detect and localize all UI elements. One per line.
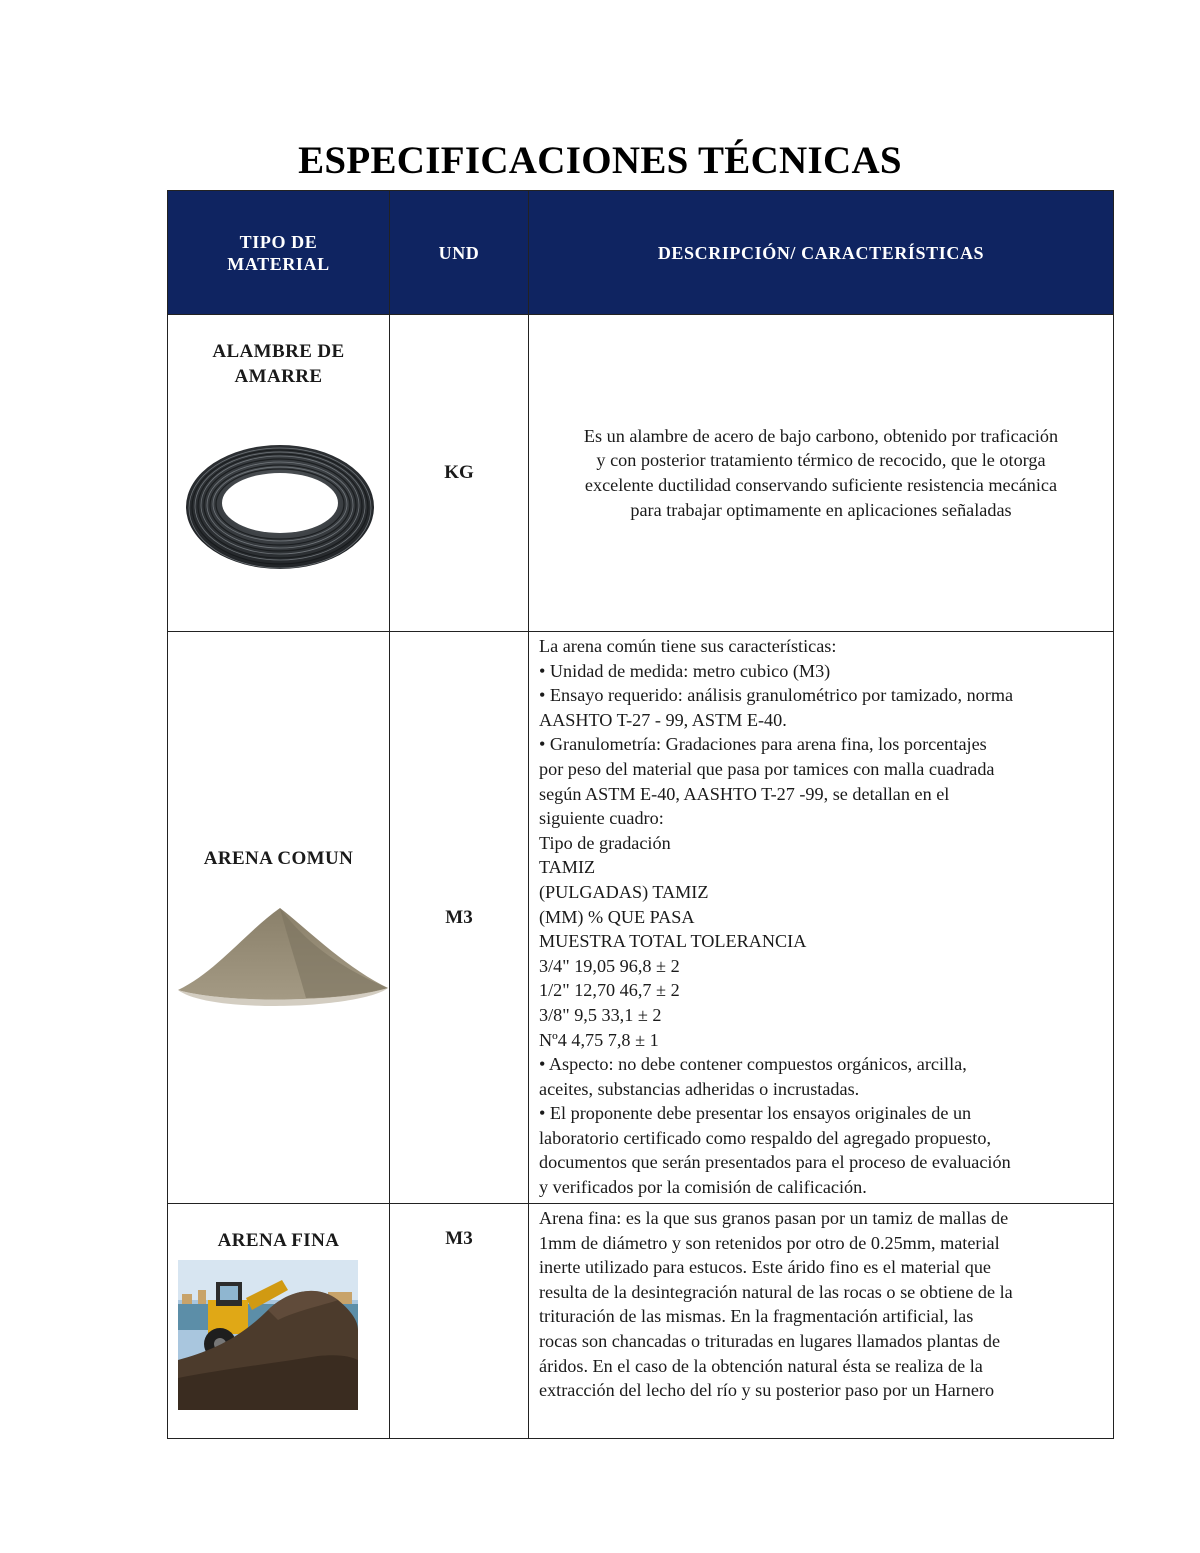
unit-cell: M3 — [390, 1204, 529, 1439]
header-description: DESCRIPCIÓN/ CARACTERÍSTICAS — [529, 191, 1114, 315]
description-line: extracción del lecho del río y su posterior paso por un Harnero — [539, 1380, 995, 1401]
description-cell — [529, 632, 1114, 1204]
unit-cell: KG — [390, 315, 529, 632]
description-line: • Ensayo requerido: análisis granulométrico por tamizado, norma — [539, 685, 1014, 706]
description-line: y con posterior tratamiento térmico de recocido, que le otorga — [596, 450, 1046, 471]
description-line: • Aspecto: no debe contener compuestos orgánicos, arcilla, — [539, 1054, 967, 1075]
table-header-row — [168, 191, 1114, 315]
material-name: ARENA FINA — [217, 1230, 340, 1251]
header-unit: UND — [390, 191, 529, 315]
description-line: (MM) % QUE PASA — [539, 906, 695, 927]
description-line: TAMIZ — [539, 857, 596, 878]
description-cell — [529, 315, 1114, 632]
description-line: 3/4" 19,05 96,8 ± 2 — [539, 955, 680, 976]
description-line: aceites, substancias adheridas o incrustadas. — [539, 1078, 860, 1099]
material-name: ARENA COMUN — [203, 848, 354, 869]
table-row — [168, 632, 1114, 1204]
material-cell — [168, 315, 390, 632]
loader-sand-image — [178, 1260, 358, 1410]
description-line: áridos. En el caso de la obtención natural ésta se realiza de la — [539, 1355, 983, 1376]
wire-coil-image — [184, 439, 376, 581]
description-line: resulta de la desintegración natural de las rocas o se obtiene de la — [539, 1281, 1013, 1302]
description-line: Nº4 4,75 7,8 ± 1 — [539, 1029, 659, 1050]
description-line: 3/8" 9,5 33,1 ± 2 — [539, 1004, 662, 1025]
description-line: MUESTRA TOTAL TOLERANCIA — [539, 931, 807, 952]
description-line: AASHTO T-27 - 99, ASTM E-40. — [539, 709, 787, 730]
table-row — [168, 1204, 1114, 1439]
table-row — [168, 315, 1114, 632]
description-line: documentos que serán presentados para el proceso de evaluación — [539, 1152, 1011, 1173]
description-line: Es un alambre de acero de bajo carbono, obtenido por traficación — [583, 425, 1059, 446]
description-line: • El proponente debe presentar los ensayos originales de un — [539, 1103, 972, 1124]
description-line: rocas son chancadas o trituradas en lugares llamados plantas de — [539, 1330, 1001, 1351]
description-line: laboratorio certificado como respaldo del agregado propuesto, — [539, 1127, 991, 1148]
description-line: Arena fina: es la que sus granos pasan por un tamiz de mallas de — [539, 1208, 1009, 1228]
description-line: según ASTM E-40, AASHTO T-27 -99, se detallan en el — [539, 783, 950, 804]
material-cell — [168, 632, 390, 1204]
description-line: 1/2" 12,70 46,7 ± 2 — [539, 980, 680, 1001]
description-line: excelente ductilidad conservando suficiente resistencia mecánica — [584, 475, 1058, 495]
description-line: por peso del material que pasa por tamices con malla cuadrada — [539, 758, 995, 779]
page-title: ESPECIFICACIONES TÉCNICAS — [298, 139, 902, 182]
description-line: siguiente cuadro: — [539, 808, 664, 829]
description-line: La arena común tiene sus características: — [539, 636, 837, 656]
description-line: Tipo de gradación — [539, 832, 671, 853]
description-line: y verificados por la comisión de calificación. — [539, 1177, 867, 1198]
description-line: • Granulometría: Gradaciones para arena fina, los porcentajes — [539, 734, 987, 755]
description-line: inerte utilizado para estucos. Este árido fino es el material que — [539, 1257, 991, 1278]
unit-cell: M3 — [390, 632, 529, 1204]
description-line: • Unidad de medida: metro cubico (M3) — [539, 660, 831, 681]
header-material: TIPO DE MATERIAL — [168, 191, 390, 315]
sand-pile-image — [176, 902, 390, 1012]
material-name: ALAMBRE DE AMARRE — [212, 341, 345, 387]
description-line: trituración de las mismas. En la fragmentación artificial, las — [539, 1306, 974, 1327]
description-line: 1mm de diámetro y son retenidos por otro de 0.25mm, material — [539, 1232, 1000, 1253]
description-line: (PULGADAS) TAMIZ — [539, 881, 709, 902]
description-cell — [529, 1204, 1114, 1439]
specifications-table — [167, 190, 1114, 1439]
description-line: para trabajar optimamente en aplicaciones señaladas — [630, 499, 1012, 520]
material-cell — [168, 1204, 390, 1439]
